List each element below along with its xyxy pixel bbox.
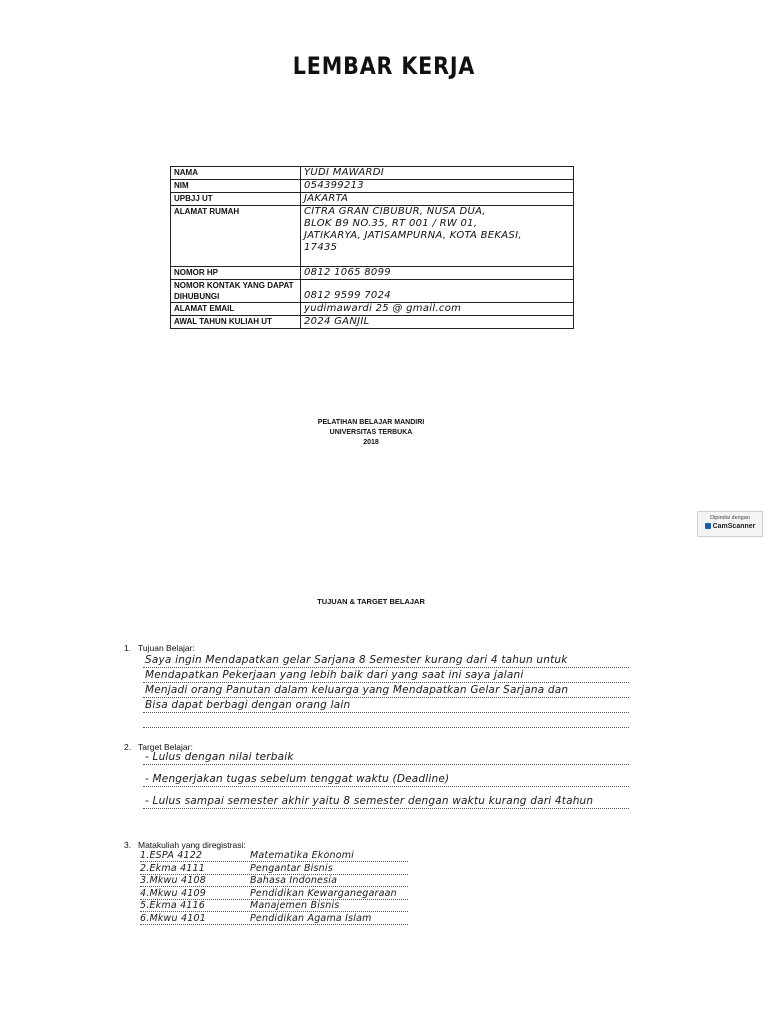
course-code: 5.Ekma 4116	[140, 900, 206, 911]
info-value: YUDI MAWARDI	[301, 167, 574, 180]
tujuan-number: 1.	[124, 643, 132, 653]
writing-line	[143, 764, 629, 765]
info-label: UPBJJ UT	[171, 193, 301, 206]
writing-line	[143, 786, 629, 787]
info-label: NOMOR KONTAK YANG DAPAT DIHUBUNGI	[171, 280, 301, 303]
handwritten-text: Menjadi orang Panutan dalam keluarga yang Mendapatkan Gelar Sarjana dan	[145, 684, 569, 696]
info-row	[171, 167, 574, 180]
scanner-caption: Dipindai dengan	[710, 515, 750, 521]
writing-line	[143, 808, 629, 809]
tujuan-heading	[124, 643, 195, 653]
year-label: 2018	[363, 439, 379, 446]
info-label: NIM	[171, 180, 301, 193]
writing-line	[143, 667, 629, 668]
course-name: Matematika Ekonomi	[250, 850, 355, 861]
handwritten-text: Bisa dapat berbagi dengan orang lain	[145, 699, 351, 711]
info-label: ALAMAT RUMAH	[171, 206, 301, 267]
target-number: 2.	[124, 742, 132, 752]
info-value: 0812 1065 8099	[301, 267, 574, 280]
scanner-brand	[698, 523, 762, 530]
info-value: yudimawardi 25 @ gmail.com	[301, 303, 574, 316]
course-name: Bahasa Indonesia	[250, 875, 338, 886]
info-row	[171, 206, 574, 267]
course-name: Manajemen Bisnis	[250, 900, 340, 911]
info-row	[171, 267, 574, 280]
course-name: Pendidikan Kewarganegaraan	[250, 887, 397, 899]
course-code: 6.Mkwu 4101	[140, 912, 206, 924]
handwritten-text: Saya ingin Mendapatkan gelar Sarjana 8 Semester kurang dari 4 tahun untuk	[145, 654, 568, 666]
handwritten-text: - Lulus dengan nilai terbaik	[145, 751, 294, 763]
student-info-table	[170, 166, 574, 329]
handwritten-text: - Mengerjakan tugas sebelum tenggat waktu (Deadline)	[145, 773, 450, 785]
info-row	[171, 193, 574, 206]
program-name: PELATIHAN BELAJAR MANDIRI	[317, 419, 425, 426]
writing-line	[140, 924, 408, 925]
course-name: Pengantar Bisnis	[250, 862, 333, 874]
matakuliah-number: 3.	[124, 840, 132, 850]
page-title: LEMBAR KERJA	[292, 52, 476, 80]
course-code: 4.Mkwu 4109	[140, 887, 206, 899]
info-row	[171, 316, 574, 329]
info-label: NOMOR HP	[171, 267, 301, 280]
university-name: UNIVERSITAS TERBUKA	[329, 429, 413, 436]
target-label: Target Belajar:	[138, 742, 193, 752]
info-label: ALAMAT EMAIL	[171, 303, 301, 316]
info-label: AWAL TAHUN KULIAH UT	[171, 316, 301, 329]
writing-line	[143, 712, 629, 713]
handwritten-text: Mendapatkan Pekerjaan yang lebih baik dari yang saat ini saya jalani	[145, 669, 524, 681]
info-row	[171, 280, 574, 303]
info-value: CITRA GRAN CIBUBUR, NUSA DUA, BLOK B9 NO.35, RT 001 / RW 01, JATIKARYA, JATISAMPURNA, KOTA BEKASI, 17435	[301, 206, 574, 267]
info-value: 2024 GANJIL	[301, 316, 574, 329]
tujuan-label: Tujuan Belajar:	[138, 643, 195, 653]
camscanner-logo-icon	[705, 523, 711, 529]
info-label: NAMA	[171, 167, 301, 180]
course-code: 2.Ekma 4111	[140, 862, 206, 874]
info-row	[171, 303, 574, 316]
matakuliah-heading	[124, 840, 246, 850]
info-value: 054399213	[301, 180, 574, 193]
course-name: Pendidikan Agama Islam	[250, 912, 372, 924]
writing-line	[143, 697, 629, 698]
course-code: 1.ESPA 4122	[140, 850, 203, 861]
matakuliah-label: Matakuliah yang diregistrasi:	[138, 840, 246, 850]
info-value: JAKARTA	[301, 193, 574, 206]
info-value: 0812 9599 7024	[301, 280, 574, 303]
section-title: TUJUAN & TARGET BELAJAR	[317, 597, 425, 606]
handwritten-text: - Lulus sampai semester akhir yaitu 8 semester dengan waktu kurang dari 4tahun	[145, 795, 594, 807]
writing-line	[143, 682, 629, 683]
writing-line	[143, 727, 629, 728]
course-code: 3.Mkwu 4108	[140, 875, 206, 886]
scanner-watermark	[697, 511, 763, 537]
institution-block	[0, 418, 742, 448]
info-row	[171, 180, 574, 193]
scanner-brand-label: CamScanner	[712, 523, 756, 530]
